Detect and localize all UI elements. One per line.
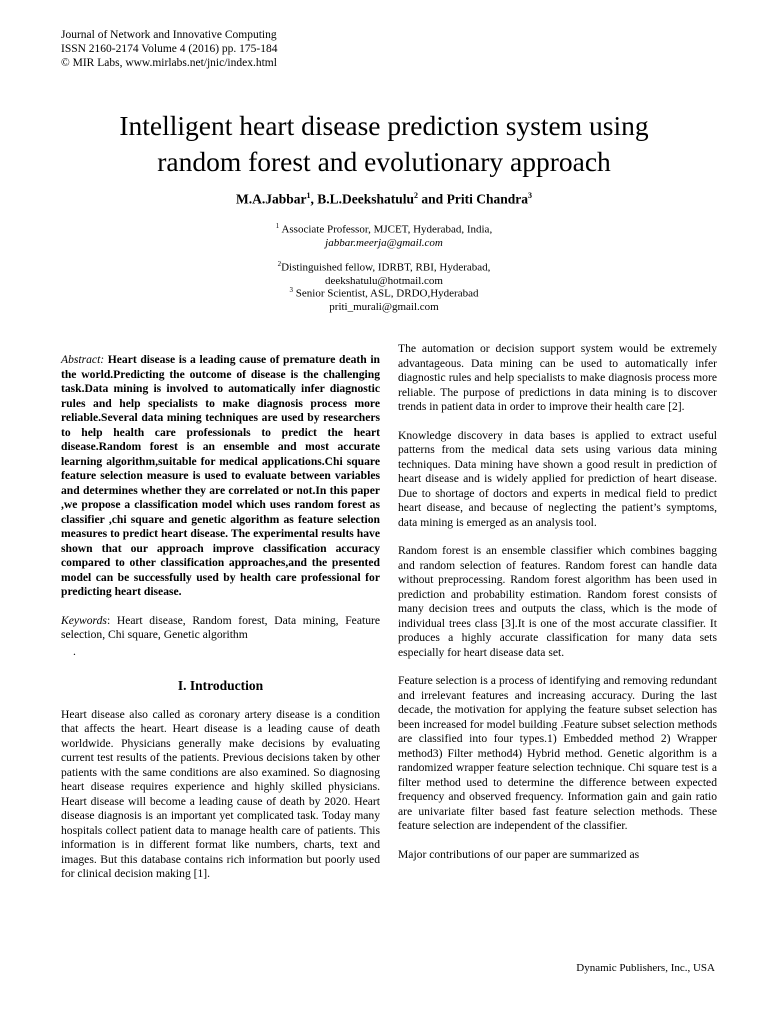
abstract bbox=[61, 353, 380, 600]
paper-title-line1: Intelligent heart disease prediction system using bbox=[119, 110, 649, 141]
author-1: M.A.Jabbar bbox=[236, 191, 307, 207]
affiliation-1 bbox=[60, 220, 708, 251]
affiliation-2-sup: 2 bbox=[277, 260, 282, 268]
author-sep-1: , bbox=[310, 191, 318, 207]
author-sep-2: and bbox=[418, 191, 447, 207]
right-paragraph-2: Knowledge discovery in data bases is applied to extract useful patterns from the medical data sets using various data mining techniques. Data mining have shown a good result in prediction of heart disease and is widely applied for prediction of heart disease. Due to shortage of doctors and experts in medical field to predict heart disease, and because of neglecting the patient’s symptoms, data mining is emerged as an analysis tool. bbox=[398, 428, 717, 529]
keywords bbox=[61, 614, 380, 643]
journal-header bbox=[61, 28, 277, 70]
affiliation-1-text: Associate Professor, MJCET, Hyderabad, India, bbox=[279, 223, 493, 236]
author-3: Priti Chandra bbox=[446, 191, 528, 207]
abstract-label: Abstract bbox=[61, 353, 101, 366]
author-list bbox=[60, 191, 708, 208]
affiliation-3-email: priti_murali@gmail.com bbox=[329, 301, 439, 314]
keywords-text: : Heart disease, Random forest, Data mining, Feature selection, Chi square, Genetic algorithm bbox=[61, 613, 380, 641]
affiliation-2-email: deekshatulu@hotmail.com bbox=[325, 275, 443, 288]
author-1-sup: 1 bbox=[306, 191, 311, 200]
affiliation-1-email: jabbar.meerja@gmail.com bbox=[325, 237, 443, 250]
affiliation-2-text: Distinguished fellow, IDRBT, RBI, Hyderabad, bbox=[281, 261, 491, 274]
affiliation-3 bbox=[60, 284, 708, 315]
paper-title-line2: random forest and evolutionary approach bbox=[157, 146, 611, 177]
stray-dot: . bbox=[73, 644, 76, 658]
right-paragraph-3: Random forest is an ensemble classifier which combines bagging and random selection of features. Random forest can handle data without preprocessing. Random forest algorithm has been used in prediction and probability estimation. Random forest consists of many decision trees and outputs the class, which is the mode of individual trees class [3].It is one of the most accurate classifier. It produces a highly accurate classification for many data sets especially for heart disease data set. bbox=[398, 544, 717, 659]
paper-title bbox=[60, 108, 708, 180]
affiliation-3-sup: 3 bbox=[289, 286, 294, 294]
right-paragraph-5: Major contributions of our paper are summarized as bbox=[398, 847, 640, 861]
author-2: B.L.Deekshatulu bbox=[317, 191, 415, 207]
right-column bbox=[398, 342, 717, 876]
affiliation-3-text: Senior Scientist, ASL, DRDO,Hyderabad bbox=[293, 287, 479, 300]
journal-name: Journal of Network and Innovative Computing bbox=[61, 29, 277, 41]
right-paragraph-1: The automation or decision support system would be extremely advantageous. Data mining can be used to automatically infer diagnostic rules and help specialists to make diagnosis process more reliable. The purpose of predictions in data mining is to discover trends in patient data in order to improve their health care [2]. bbox=[398, 342, 717, 413]
keywords-label: Keywords bbox=[61, 613, 107, 627]
author-3-sup: 3 bbox=[527, 191, 532, 200]
abstract-text: Heart disease is a leading cause of premature death in the world.Predicting the outcome of disease is the challenging task.Data mining is involved to automatically infer diagnostic rules and help specialists to make diagnosis process more reliable.Several data mining techniques are used by researchers to help health care professionals to predict the heart disease.Random forest is an ensemble and most accurate learning algorithm,suitable for medical applications.Chi square feature selection measure is used to evaluate between variables and determines whether they are correlated or not.In this paper ,we propose a classification model which uses random forest as classifier ,chi square and genetic algorithm as feature selection measures to predict heart disease. The experimental results have shown that our approach improve classification accuracy compared to other classification approaches,and the presented model can be successfully used by health care professional for predicting heart disease. bbox=[61, 353, 380, 598]
abstract-colon: : bbox=[100, 353, 108, 366]
affiliation-1-sup: 1 bbox=[275, 222, 280, 230]
journal-copyright: © MIR Labs, www.mirlabs.net/jnic/index.html bbox=[61, 57, 277, 69]
left-column bbox=[61, 353, 380, 896]
section-heading-introduction: I. Introduction bbox=[177, 678, 264, 693]
journal-issn: ISSN 2160-2174 Volume 4 (2016) pp. 175-184 bbox=[61, 43, 278, 55]
intro-paragraph-1: Heart disease also called as coronary artery disease is a condition that affects the heart. Heart disease is a leading cause of death worldwide. Physicians generally make decisions by evaluating current test results of the patients. Previous decisions taken by other patients with the same conditions are also examined. So diagnosing heart disease requires experience and highly skilled physicians. Heart disease will become a leading cause of death by 2020. Heart disease diagnosis is an important yet complicated task. Today many hospitals collect patient data to manage health care of patients. This information is in different format like numbers, charts, text and images. But this database contains rich information but poorly used for clinical decision making [1]. bbox=[61, 707, 380, 880]
author-2-sup: 2 bbox=[414, 191, 419, 200]
right-paragraph-4: Feature selection is a process of identifying and removing redundant and irrelevant features and increasing accuracy. During the last decade, the motivation for applying the feature subset selection has been increased for model building .Feature subset selection methods are classified into four types.1) Embedded method 2) Wrapper method3) Filter method4) Hybrid method. Genetic algorithm is a randomized wrapper feature selection technique. Chi square test is a filter method used to determine the difference between expected frequency and observed frequency. Information gain and gain ratio are univariate filter based fast feature selection methods. These feature selection are independent of the classifier. bbox=[398, 674, 717, 832]
publisher-footer: Dynamic Publishers, Inc., USA bbox=[576, 962, 715, 974]
